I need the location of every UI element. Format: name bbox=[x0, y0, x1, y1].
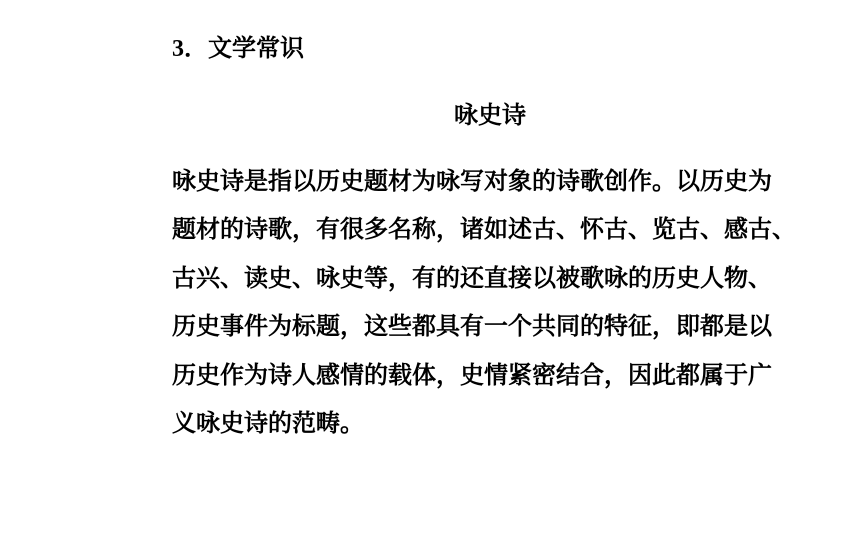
paragraph-line: 题材的诗歌，有很多名称，诸如述古、怀古、览古、感古、 bbox=[172, 214, 796, 244]
paragraph-line: 历史作为诗人感情的载体，史情紧密结合，因此都属于广 bbox=[172, 359, 772, 389]
body-paragraph bbox=[172, 157, 832, 447]
subtitle: 咏史诗 bbox=[454, 100, 526, 129]
paragraph-line: 咏史诗是指以历史题材为咏写对象的诗歌创作。以历史为 bbox=[172, 166, 772, 195]
section-number: 3． bbox=[172, 36, 208, 62]
paragraph-line: 古兴、读史、咏史等，有的还直接以被歌咏的历史人物、 bbox=[172, 262, 772, 292]
paragraph-line: 义咏史诗的范畴。 bbox=[172, 407, 364, 437]
section-title: 文学常识 bbox=[208, 33, 304, 62]
section-heading bbox=[172, 30, 304, 67]
paragraph-line: 历史事件为标题，这些都具有一个共同的特征，即都是以 bbox=[172, 311, 772, 341]
